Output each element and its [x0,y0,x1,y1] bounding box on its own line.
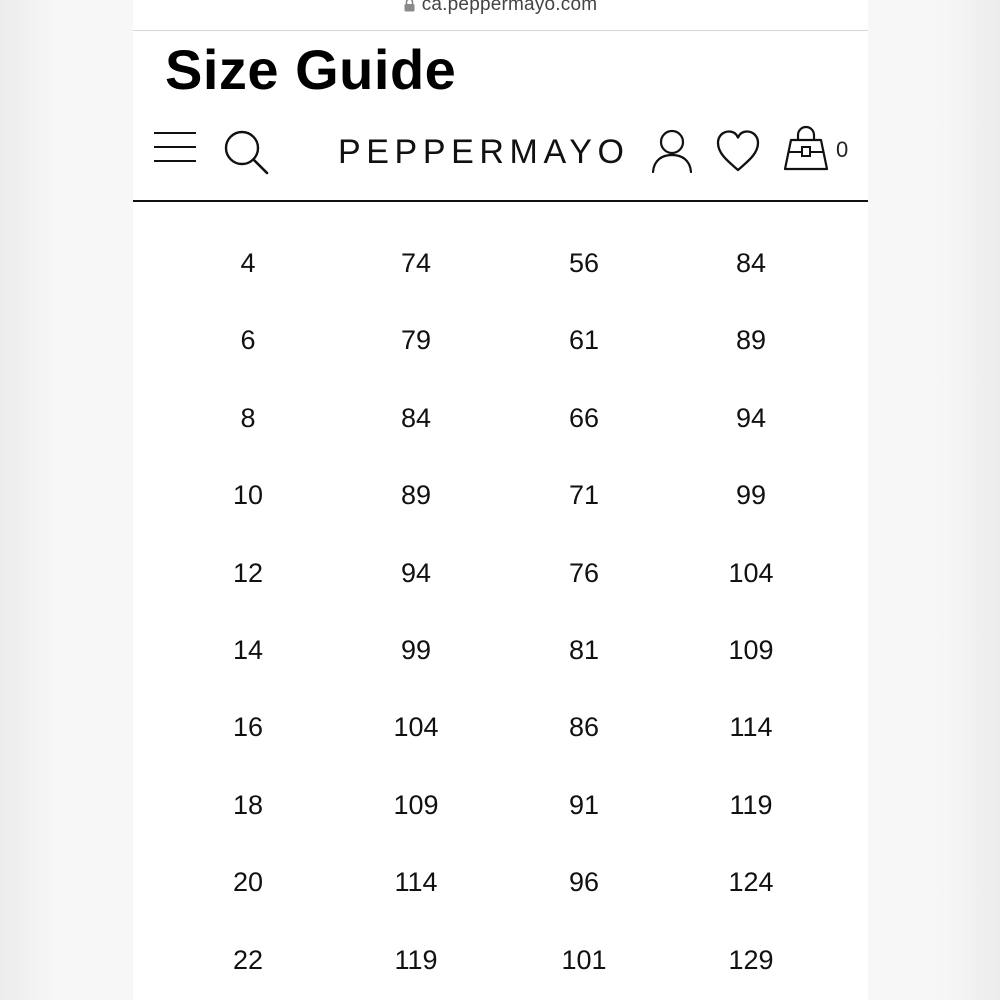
table-cell: 91 [568,789,600,820]
table-row [133,380,868,457]
table-cell: 6 [240,325,256,356]
lock-icon [404,0,415,12]
search-icon[interactable] [223,129,269,175]
table-cell: 114 [729,712,773,743]
table-cell: 94 [735,402,767,433]
table-cell: 22 [232,944,264,975]
table-cell: 76 [568,557,600,588]
table-row [133,225,868,302]
table-cell: 81 [568,634,600,665]
table-cell: 4 [240,248,256,278]
address-bar[interactable] [133,0,868,31]
site-logo[interactable]: PEPPERMAYO [338,133,630,171]
table-row [133,535,868,612]
table-cell: 10 [232,480,264,511]
table-row [133,612,868,689]
table-cell: 74 [400,248,432,278]
table-row [133,689,868,766]
url-text: ca.peppermayo.com [421,0,598,15]
table-cell: 84 [400,402,432,433]
table-cell: 89 [735,325,767,356]
table-cell: 114 [394,867,438,898]
table-cell: 56 [568,248,600,278]
table-cell: 99 [400,634,432,665]
bag-count: 0 [836,137,849,162]
table-cell: 66 [568,402,600,433]
table-cell: 12 [232,557,264,588]
phone-screen [133,0,868,1000]
table-cell: 129 [728,944,774,975]
table-row [133,457,868,534]
table-cell: 20 [232,867,264,898]
table-cell: 94 [400,557,432,588]
account-icon[interactable] [650,128,694,174]
table-row [133,844,868,921]
table-row [133,922,868,999]
table-cell: 18 [232,789,264,820]
table-cell: 84 [735,248,767,278]
table-cell: 16 [232,712,264,743]
table-cell: 109 [393,789,439,820]
table-cell: 96 [568,867,600,898]
table-cell: 8 [240,402,256,433]
table-cell: 101 [561,944,607,975]
table-cell: 79 [400,325,432,356]
menu-icon[interactable] [153,129,197,169]
address-bar-content [404,0,598,16]
site-header [133,112,868,202]
table-cell: 109 [728,634,774,665]
table-cell: 119 [394,944,438,975]
table-cell: 104 [728,557,774,588]
page-title: Size Guide [165,38,457,101]
heart-icon[interactable] [715,129,761,173]
table-row [133,302,868,379]
table-cell: 119 [729,789,773,820]
table-cell: 71 [568,480,600,511]
table-cell: 104 [393,712,439,743]
table-cell: 61 [568,325,600,356]
table-cell: 14 [232,634,264,665]
table-row [133,767,868,844]
size-table [133,225,868,999]
table-cell: 99 [735,480,767,511]
bag-icon[interactable] [783,124,829,172]
table-cell: 124 [728,867,774,898]
table-cell: 89 [400,480,432,511]
table-cell: 86 [568,712,600,743]
